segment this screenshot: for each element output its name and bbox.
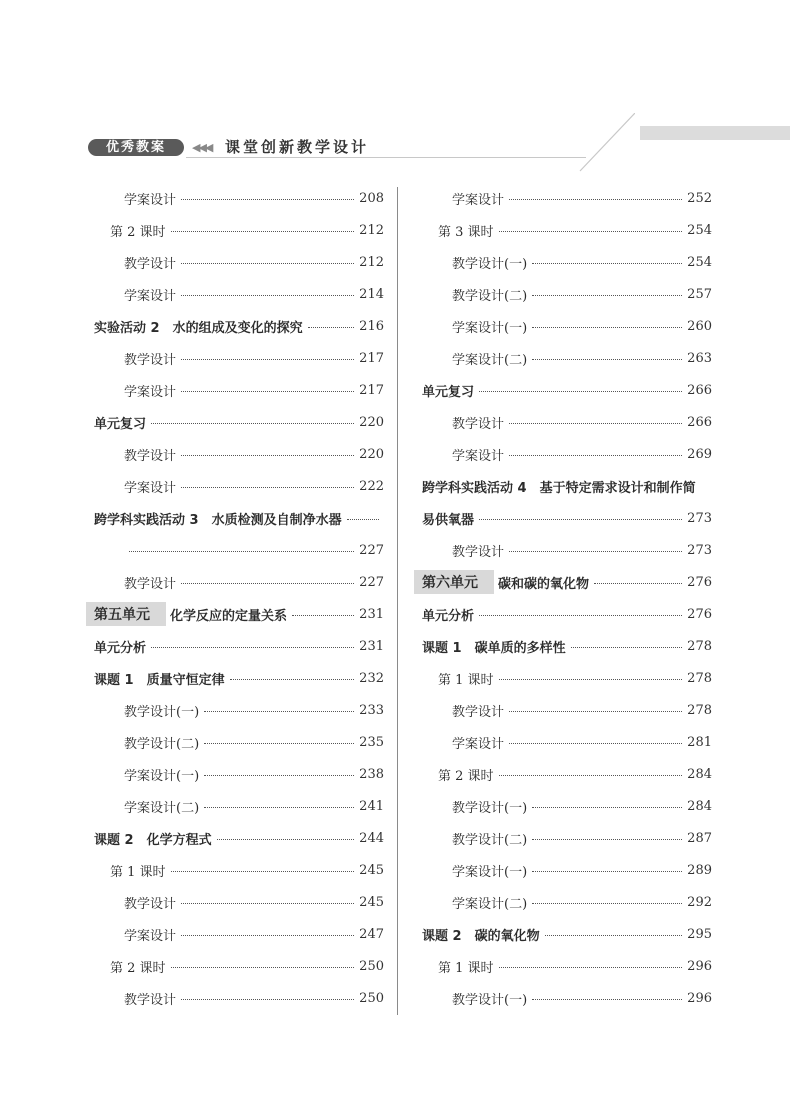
toc-entry-title: 教学设计 xyxy=(124,992,177,1008)
toc-entry[interactable] xyxy=(422,662,712,694)
toc-entry-title: 单元复习 xyxy=(422,384,475,400)
leader-dots xyxy=(545,935,683,936)
toc-entry-title: 学案设计(一) xyxy=(452,320,528,336)
toc-entry-page: 284 xyxy=(687,766,712,782)
toc-entry-title: 学案设计 xyxy=(124,192,177,208)
toc-entry-page: 273 xyxy=(687,542,712,558)
toc-entry-page: 214 xyxy=(359,286,384,302)
leader-dots xyxy=(181,999,354,1000)
toc-entry-title: 碳和碳的氧化物 xyxy=(498,576,590,592)
toc-entry[interactable] xyxy=(94,566,384,598)
toc-entry[interactable] xyxy=(94,278,384,310)
toc-entry-page: 269 xyxy=(687,446,712,462)
toc-entry-title: 学案设计(一) xyxy=(452,864,528,880)
toc-entry-title: 教学设计 xyxy=(452,416,505,432)
leader-dots xyxy=(151,647,354,648)
toc-entry[interactable] xyxy=(422,694,712,726)
toc-entry-title: 教学设计 xyxy=(452,704,505,720)
leader-dots xyxy=(204,807,354,808)
toc-entry[interactable] xyxy=(94,630,384,662)
toc-entry-title: 教学设计 xyxy=(124,896,177,912)
toc-entry[interactable] xyxy=(422,630,712,662)
leader-dots xyxy=(509,743,682,744)
leader-dots xyxy=(479,519,682,520)
leader-dots xyxy=(230,679,355,680)
column-divider xyxy=(397,187,398,1015)
toc-entry[interactable] xyxy=(422,982,712,1014)
leader-dots xyxy=(532,839,682,840)
toc-entry[interactable] xyxy=(422,214,712,246)
toc-entry-page: 212 xyxy=(359,254,384,270)
header-diagonal xyxy=(575,113,635,173)
toc-entry-title: 教学设计(一) xyxy=(124,704,200,720)
leader-dots xyxy=(181,391,354,392)
toc-entry-title: 化学反应的定量关系 xyxy=(170,608,288,624)
leader-dots xyxy=(171,231,355,232)
toc-entry[interactable] xyxy=(422,406,712,438)
toc-entry[interactable] xyxy=(94,598,384,630)
toc-entry[interactable] xyxy=(422,854,712,886)
toc-entry[interactable] xyxy=(422,310,712,342)
toc-entry-page: 281 xyxy=(687,734,712,750)
toc-entry-page: 296 xyxy=(687,958,712,974)
toc-entry[interactable] xyxy=(94,854,384,886)
leader-dots xyxy=(347,519,379,520)
toc-entry-page: 278 xyxy=(687,638,712,654)
toc-entry-page: 247 xyxy=(359,926,384,942)
toc-entry[interactable] xyxy=(94,182,384,214)
toc-entry-page: 244 xyxy=(359,830,384,846)
toc-entry-title: 易供氧器 xyxy=(422,512,475,528)
leader-dots xyxy=(509,455,682,456)
toc-entry-title: 单元分析 xyxy=(422,608,475,624)
toc-entry-title: 跨学科实践活动 3 水质检测及自制净水器 xyxy=(94,512,342,528)
leader-dots xyxy=(181,903,354,904)
leader-dots xyxy=(181,359,354,360)
toc-entry-page: 235 xyxy=(359,734,384,750)
header-tag: 优秀教案 xyxy=(88,139,184,156)
toc-entry-title: 第 2 课时 xyxy=(438,768,494,784)
toc-entry[interactable] xyxy=(422,470,712,502)
toc-entry-page: 220 xyxy=(359,414,384,430)
toc-entry-title: 教学设计(一) xyxy=(452,992,528,1008)
leader-dots xyxy=(532,871,682,872)
toc-entry-page: 233 xyxy=(359,702,384,718)
leader-dots xyxy=(217,839,355,840)
toc-entry[interactable] xyxy=(94,502,384,534)
leader-dots xyxy=(532,359,682,360)
toc-entry[interactable] xyxy=(94,950,384,982)
toc-entry[interactable] xyxy=(422,566,712,598)
toc-entry-page: 231 xyxy=(359,606,384,622)
leader-dots xyxy=(594,583,682,584)
toc-entry[interactable] xyxy=(94,342,384,374)
toc-entry-page: 250 xyxy=(359,990,384,1006)
toc-entry[interactable] xyxy=(94,374,384,406)
toc-entry-title: 第 2 课时 xyxy=(110,960,166,976)
toc-entry-title: 教学设计 xyxy=(124,576,177,592)
toc-entry-title: 第 1 课时 xyxy=(438,960,494,976)
toc-entry[interactable] xyxy=(94,406,384,438)
toc-entry[interactable] xyxy=(422,758,712,790)
toc-entry[interactable] xyxy=(422,342,712,374)
toc-entry-page: 254 xyxy=(687,222,712,238)
leader-dots xyxy=(171,871,355,872)
toc-entry-page: 284 xyxy=(687,798,712,814)
toc-entry-title: 课题 1 质量守恒定律 xyxy=(94,672,225,688)
header-rule xyxy=(186,157,586,158)
toc-entry[interactable] xyxy=(422,182,712,214)
leader-dots xyxy=(308,327,355,328)
toc-entry-page: 216 xyxy=(359,318,384,334)
leader-dots xyxy=(129,551,354,552)
toc-entry[interactable] xyxy=(422,822,712,854)
leader-dots xyxy=(479,391,682,392)
toc-entry-title: 学案设计(二) xyxy=(124,800,200,816)
leader-dots xyxy=(181,583,354,584)
toc-entry-page: 257 xyxy=(687,286,712,302)
unit-badge: 第五单元 xyxy=(86,602,166,626)
leader-dots xyxy=(499,679,683,680)
toc-entry-title: 学案设计 xyxy=(124,480,177,496)
toc-entry-page: 289 xyxy=(687,862,712,878)
toc-entry-page: 254 xyxy=(687,254,712,270)
toc-entry-title: 教学设计(一) xyxy=(452,256,528,272)
toc-entry-page: 227 xyxy=(359,574,384,590)
leader-dots xyxy=(181,199,354,200)
toc-entry-title: 教学设计 xyxy=(452,544,505,560)
leader-dots xyxy=(509,423,682,424)
header-title: 课堂创新教学设计 xyxy=(225,138,370,156)
toc-entry[interactable] xyxy=(94,694,384,726)
toc-entry[interactable] xyxy=(422,502,712,534)
toc-entry-page: 245 xyxy=(359,862,384,878)
leader-dots xyxy=(499,775,683,776)
leader-dots xyxy=(204,743,354,744)
leader-dots xyxy=(532,295,682,296)
toc-entry[interactable] xyxy=(94,726,384,758)
toc-entry[interactable] xyxy=(422,726,712,758)
toc-entry-title: 课题 1 碳单质的多样性 xyxy=(422,640,566,656)
toc-entry-title: 学案设计(一) xyxy=(124,768,200,784)
toc-entry-title: 学案设计 xyxy=(124,928,177,944)
toc-entry-page: 212 xyxy=(359,222,384,238)
toc-entry[interactable] xyxy=(94,886,384,918)
toc-entry-title: 学案设计 xyxy=(452,448,505,464)
leader-dots xyxy=(532,263,682,264)
leader-dots xyxy=(181,455,354,456)
leader-dots xyxy=(181,263,354,264)
toc-entry-page: 296 xyxy=(687,990,712,1006)
header-arrows-icon: ◀◀◀ xyxy=(192,141,212,154)
toc-entry-page: 260 xyxy=(687,318,712,334)
toc-entry-page: 217 xyxy=(359,382,384,398)
toc-entry[interactable] xyxy=(94,470,384,502)
toc-entry[interactable] xyxy=(94,790,384,822)
toc-entry[interactable] xyxy=(422,918,712,950)
leader-dots xyxy=(509,199,682,200)
leader-dots xyxy=(181,487,354,488)
toc-entry-title: 单元分析 xyxy=(94,640,147,656)
toc-entry-title: 实验活动 2 水的组成及变化的探究 xyxy=(94,320,303,336)
toc-entry-page: 231 xyxy=(359,638,384,654)
toc-entry-title: 学案设计 xyxy=(124,288,177,304)
leader-dots xyxy=(509,711,682,712)
leader-dots xyxy=(204,711,354,712)
toc-entry-title: 课题 2 碳的氧化物 xyxy=(422,928,540,944)
toc-entry[interactable] xyxy=(94,246,384,278)
toc-entry-page: 276 xyxy=(687,574,712,590)
toc-entry-title: 教学设计(一) xyxy=(452,800,528,816)
leader-dots xyxy=(181,935,354,936)
leader-dots xyxy=(532,999,682,1000)
toc-entry[interactable] xyxy=(422,886,712,918)
toc-entry[interactable] xyxy=(94,534,384,566)
toc-entry[interactable] xyxy=(94,822,384,854)
toc-entry[interactable] xyxy=(422,790,712,822)
toc-entry-title: 第 1 课时 xyxy=(110,864,166,880)
leader-dots xyxy=(171,967,355,968)
toc-entry-title: 教学设计 xyxy=(124,352,177,368)
leader-dots xyxy=(532,903,682,904)
toc-entry-page: 227 xyxy=(359,542,384,558)
leader-dots xyxy=(571,647,683,648)
toc-entry-page: 278 xyxy=(687,670,712,686)
toc-entry[interactable] xyxy=(94,918,384,950)
toc-entry-title: 教学设计(二) xyxy=(452,288,528,304)
toc-entry-title: 跨学科实践活动 4 基于特定需求设计和制作简 xyxy=(422,480,696,496)
toc-entry-page: 266 xyxy=(687,382,712,398)
toc-entry-title: 学案设计 xyxy=(452,736,505,752)
leader-dots xyxy=(181,295,354,296)
toc-entry-title: 学案设计 xyxy=(452,192,505,208)
toc-entry-title: 学案设计(二) xyxy=(452,896,528,912)
toc-entry-page: 278 xyxy=(687,702,712,718)
toc-entry[interactable] xyxy=(94,662,384,694)
toc-entry-title: 学案设计(二) xyxy=(452,352,528,368)
toc-entry[interactable] xyxy=(94,438,384,470)
toc-entry[interactable] xyxy=(422,534,712,566)
leader-dots xyxy=(292,615,354,616)
toc-entry-title: 第 2 课时 xyxy=(110,224,166,240)
toc-entry-title: 教学设计(二) xyxy=(452,832,528,848)
leader-dots xyxy=(509,551,682,552)
toc-entry-page: 220 xyxy=(359,446,384,462)
toc-entry-page: 295 xyxy=(687,926,712,942)
toc-entry[interactable] xyxy=(422,246,712,278)
toc-entry-title: 单元复习 xyxy=(94,416,147,432)
toc-entry-page: 263 xyxy=(687,350,712,366)
leader-dots xyxy=(532,807,682,808)
toc-entry-page: 217 xyxy=(359,350,384,366)
toc-entry[interactable] xyxy=(422,598,712,630)
header-band xyxy=(640,126,790,140)
leader-dots xyxy=(499,231,683,232)
leader-dots xyxy=(479,615,682,616)
toc-entry-title: 教学设计(二) xyxy=(124,736,200,752)
toc-entry-page: 238 xyxy=(359,766,384,782)
toc-entry-page: 292 xyxy=(687,894,712,910)
toc-entry-page: 287 xyxy=(687,830,712,846)
toc-entry[interactable] xyxy=(422,374,712,406)
toc-entry[interactable] xyxy=(422,438,712,470)
toc-entry-page: 250 xyxy=(359,958,384,974)
toc-entry[interactable] xyxy=(94,214,384,246)
toc-entry[interactable] xyxy=(422,950,712,982)
leader-dots xyxy=(532,327,682,328)
toc-entry[interactable] xyxy=(422,278,712,310)
toc-entry-title: 教学设计 xyxy=(124,256,177,272)
toc-entry-title: 课题 2 化学方程式 xyxy=(94,832,212,848)
leader-dots xyxy=(151,423,354,424)
toc-entry[interactable] xyxy=(94,758,384,790)
leader-dots xyxy=(499,967,683,968)
unit-badge: 第六单元 xyxy=(414,570,494,594)
toc-entry-page: 222 xyxy=(359,478,384,494)
toc-entry-page: 208 xyxy=(359,190,384,206)
toc-entry-title: 学案设计 xyxy=(124,384,177,400)
toc-entry-page: 245 xyxy=(359,894,384,910)
toc-entry[interactable] xyxy=(94,982,384,1014)
toc-entry-page: 232 xyxy=(359,670,384,686)
toc-entry-page: 276 xyxy=(687,606,712,622)
toc-entry-title: 第 1 课时 xyxy=(438,672,494,688)
toc-entry-page: 241 xyxy=(359,798,384,814)
toc-entry[interactable] xyxy=(94,310,384,342)
toc-entry-title: 教学设计 xyxy=(124,448,177,464)
toc-entry-title: 第 3 课时 xyxy=(438,224,494,240)
leader-dots xyxy=(204,775,354,776)
toc-entry-page: 252 xyxy=(687,190,712,206)
toc-entry-page: 266 xyxy=(687,414,712,430)
toc-entry-page: 273 xyxy=(687,510,712,526)
